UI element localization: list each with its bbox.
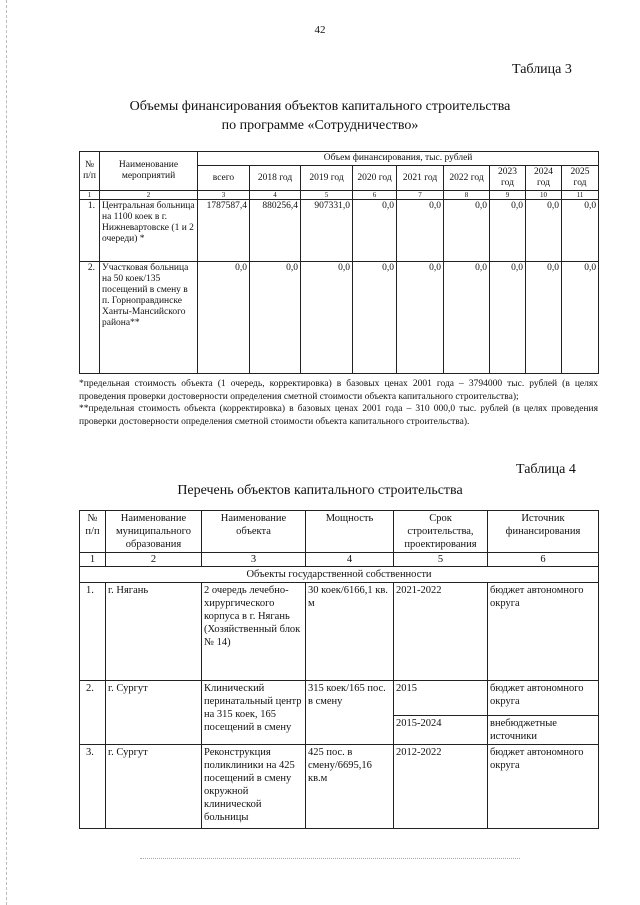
table-row [80,200,599,262]
header-2020: 2020 год [353,166,397,191]
row-number: 1. [80,200,100,262]
row-name: Центральная больница на 1100 коек в г. Нижневартовске (1 и 2 очереди) * [100,200,198,262]
header-no: № п/п [80,152,100,191]
col-number: 1 [80,191,100,200]
header-2019: 2019 год [301,166,353,191]
header-term: Срок строительства, проектирования [394,511,488,553]
col-number: 5 [301,191,353,200]
header-2023: 2023 год [490,166,526,191]
section-title: Объекты государственной собственности [80,567,599,583]
col-number: 11 [562,191,599,200]
col-number: 2 [100,191,198,200]
financing-table [79,151,599,374]
value-2020: 0,0 [353,262,397,374]
row-number: 1. [80,583,106,681]
header-name: Наименование мероприятий [100,152,198,191]
table-row [80,745,599,829]
funding-source: бюджет автономного округа [488,745,599,829]
header-source: Источник финансирования [488,511,599,553]
header-municipality: Наименование муниципального образования [106,511,202,553]
value-2023: 0,0 [490,262,526,374]
value-total: 1787587,4 [198,200,250,262]
header-2018: 2018 год [250,166,301,191]
value-2022: 0,0 [444,200,490,262]
value-2019: 907331,0 [301,200,353,262]
object-name: Реконструкция поликлиники на 425 посещений в смену окружной клинической больницы [202,745,306,829]
col-number: 3 [198,191,250,200]
col-number: 3 [202,553,306,567]
capacity: 315 коек/165 пос. в смену [306,681,394,745]
value-2018: 880256,4 [250,200,301,262]
header-no: № п/п [80,511,106,553]
row-number: 2. [80,262,100,374]
row-number: 2. [80,681,106,745]
table3-title-line2: по программе «Сотрудничество» [221,118,419,133]
page-bottom-divider [140,858,520,859]
object-name: 2 очередь лечебно-хирургического корпуса в г. Нягань (Хозяйственный блок № 14) [202,583,306,681]
value-2019: 0,0 [301,262,353,374]
term: 2015-2024 [394,716,488,745]
funding-source: внебюджетные источники [488,716,599,745]
capacity: 425 пос. в смену/6695,16 кв.м [306,745,394,829]
header-total: всего [198,166,250,191]
table-row [80,681,599,716]
col-number: 9 [490,191,526,200]
value-2025: 0,0 [562,262,599,374]
value-2021: 0,0 [397,262,444,374]
table3-title-line1: Объемы финансирования объектов капитального строительства [129,99,511,114]
binding-margin-line [6,0,7,905]
row-number: 3. [80,745,106,829]
header-capacity: Мощность [306,511,394,553]
capacity: 30 коек/6166,1 кв. м [306,583,394,681]
term: 2021-2022 [394,583,488,681]
column-number-row [80,553,599,567]
column-number-row [80,191,599,200]
row-name: Участковая больница на 50 коек/135 посещений в смену в п. Горноправдинске Ханты-Мансийского района** [100,262,198,374]
footnote-1: *предельная стоимость объекта (1 очередь, корректировка) в базовых ценах 2001 года – 3794000 тыс. рублей (в целях проведения проверки достоверности определения сметной стоимости объекта капитального строительства); [79,379,598,402]
col-number: 7 [397,191,444,200]
municipality: г. Сургут [106,681,202,745]
table4-title: Перечень объектов капитального строительства [177,483,463,498]
municipality: г. Нягань [106,583,202,681]
header-2024: 2024 год [526,166,562,191]
col-number: 2 [106,553,202,567]
header-2025: 2025 год [562,166,599,191]
col-number: 5 [394,553,488,567]
table3-label: Таблица 3 [512,62,572,77]
col-number: 1 [80,553,106,567]
page-number: 42 [314,24,326,36]
header-volume: Объем финансирования, тыс. рублей [198,152,599,166]
term: 2012-2022 [394,745,488,829]
value-2025: 0,0 [562,200,599,262]
table4-label: Таблица 4 [516,462,576,477]
table-row [80,262,599,374]
col-number: 6 [353,191,397,200]
municipality: г. Сургут [106,745,202,829]
value-2018: 0,0 [250,262,301,374]
value-2023: 0,0 [490,200,526,262]
value-2024: 0,0 [526,262,562,374]
footnote-2: **предельная стоимость объекта (корректировка) в базовых ценах 2001 года – 310 000,0 тыс. рублей (в целях проведения проверки достоверности определения сметной стоимости объекта капитального строительства). [79,404,598,427]
value-2024: 0,0 [526,200,562,262]
funding-source: бюджет автономного округа [488,583,599,681]
header-object: Наименование объекта [202,511,306,553]
funding-source: бюджет автономного округа [488,681,599,716]
term: 2015 [394,681,488,716]
col-number: 4 [250,191,301,200]
col-number: 4 [306,553,394,567]
col-number: 6 [488,553,599,567]
col-number: 10 [526,191,562,200]
object-name: Клинический перинатальный центр на 315 коек, 165 посещений в смену [202,681,306,745]
section-row [80,567,599,583]
value-2021: 0,0 [397,200,444,262]
value-total: 0,0 [198,262,250,374]
capital-construction-table [79,510,599,829]
header-2022: 2022 год [444,166,490,191]
col-number: 8 [444,191,490,200]
table3-footnotes [79,378,598,428]
value-2022: 0,0 [444,262,490,374]
header-2021: 2021 год [397,166,444,191]
value-2020: 0,0 [353,200,397,262]
table-row [80,583,599,681]
